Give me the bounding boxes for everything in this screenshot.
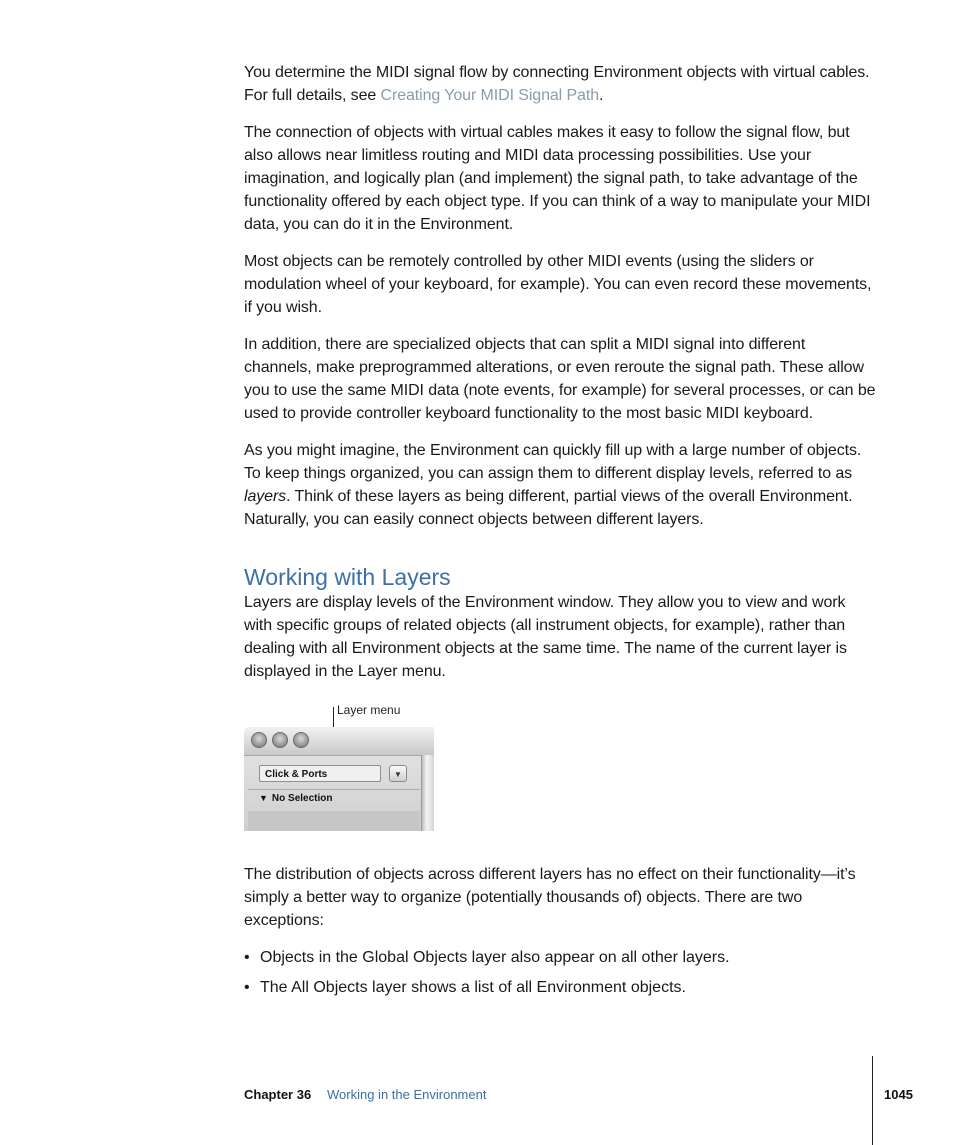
page-content: [244, 61, 876, 1006]
paragraph-distribution: The distribution of objects across different layers has no effect on their functionality—it’s simply a better way to organize (potentially thousands of) objects. There are two exceptions:: [244, 866, 856, 929]
list-item-text: The All Objects layer shows a list of all Environment objects.: [260, 979, 686, 996]
paragraph-layers-definition: Layers are display levels of the Environment window. They allow you to view and work with specific groups of related objects (all instrument objects, for example), rather than dealing with all Environment objects at the same time. The name of the current layer is displayed in the Layer menu.: [244, 594, 847, 680]
paragraph-remote-control: Most objects can be remotely controlled by other MIDI events (using the sliders or modulation wheel of your keyboard, for example). You can even record these movements, if you wish.: [244, 253, 872, 316]
paragraph-signal-flow: [244, 61, 876, 107]
bullet-icon: •: [244, 979, 250, 996]
layer-menu-figure: [244, 697, 876, 847]
divider: [248, 789, 420, 790]
exceptions-list: [244, 946, 876, 999]
link-creating-midi-signal-path[interactable]: Creating Your MIDI Signal Path: [380, 87, 599, 104]
disclosure-triangle-icon[interactable]: ▼: [259, 793, 268, 803]
zoom-window-button[interactable]: [293, 732, 309, 748]
paragraph-text: As you might imagine, the Environment can quickly fill up with a large number of objects. To keep things organized, you can assign them to different display levels, referred to as: [244, 442, 862, 482]
list-item: [244, 946, 876, 969]
paragraph-virtual-cables: The connection of objects with virtual cables makes it easy to follow the signal flow, but also allows near limitless routing and MIDI data processing possibilities. Use your imagination, and logically plan (and implement) the signal path, to take advantage of the functionality offered by each object type. If you can think of a way to manipulate your MIDI data, you can do it in the Environment.: [244, 124, 871, 233]
layer-menu-dropdown-icon[interactable]: ▼: [389, 765, 407, 782]
close-window-button[interactable]: [251, 732, 267, 748]
bullet-icon: •: [244, 949, 250, 966]
selection-disclosure[interactable]: [259, 793, 333, 804]
inspector-area: [248, 811, 420, 831]
selection-label: No Selection: [271, 793, 333, 804]
paragraph-text: .: [599, 87, 604, 104]
paragraph-layers-intro: [244, 439, 876, 531]
minimize-window-button[interactable]: [272, 732, 288, 748]
footer-divider: [872, 1056, 873, 1145]
list-item: [244, 976, 876, 999]
list-item-text: Objects in the Global Objects layer also appear on all other layers.: [260, 949, 730, 966]
window-pane-edge: [421, 755, 434, 831]
footer-chapter-title[interactable]: Working in the Environment: [327, 1087, 487, 1102]
window-titlebar: [244, 727, 434, 756]
paragraph-specialized-objects: In addition, there are specialized objects that can split a MIDI signal into different channels, make preprogrammed alterations, or even reroute the signal path. These allow you to use the same MIDI data (note events, for example) for several processes, or can be used to provide controller keyboard functionality to the most basic MIDI keyboard.: [244, 336, 876, 422]
callout-label: Layer menu: [337, 703, 401, 717]
section-heading: Working with Layers: [244, 564, 451, 590]
paragraph-text: You determine the MIDI signal flow by connecting Environment objects with virtual cables. For full details, see: [244, 64, 870, 104]
emphasis-layers: layers: [244, 488, 287, 505]
layer-menu[interactable]: Click & Ports: [259, 765, 381, 782]
environment-window-snippet: [244, 727, 434, 831]
paragraph-text: . Think of these layers as being different, partial views of the overall Environment. Naturally, you can easily connect objects between different layers.: [244, 488, 853, 528]
footer-chapter: Chapter 36: [244, 1087, 312, 1102]
page-number: 1045: [884, 1087, 913, 1102]
